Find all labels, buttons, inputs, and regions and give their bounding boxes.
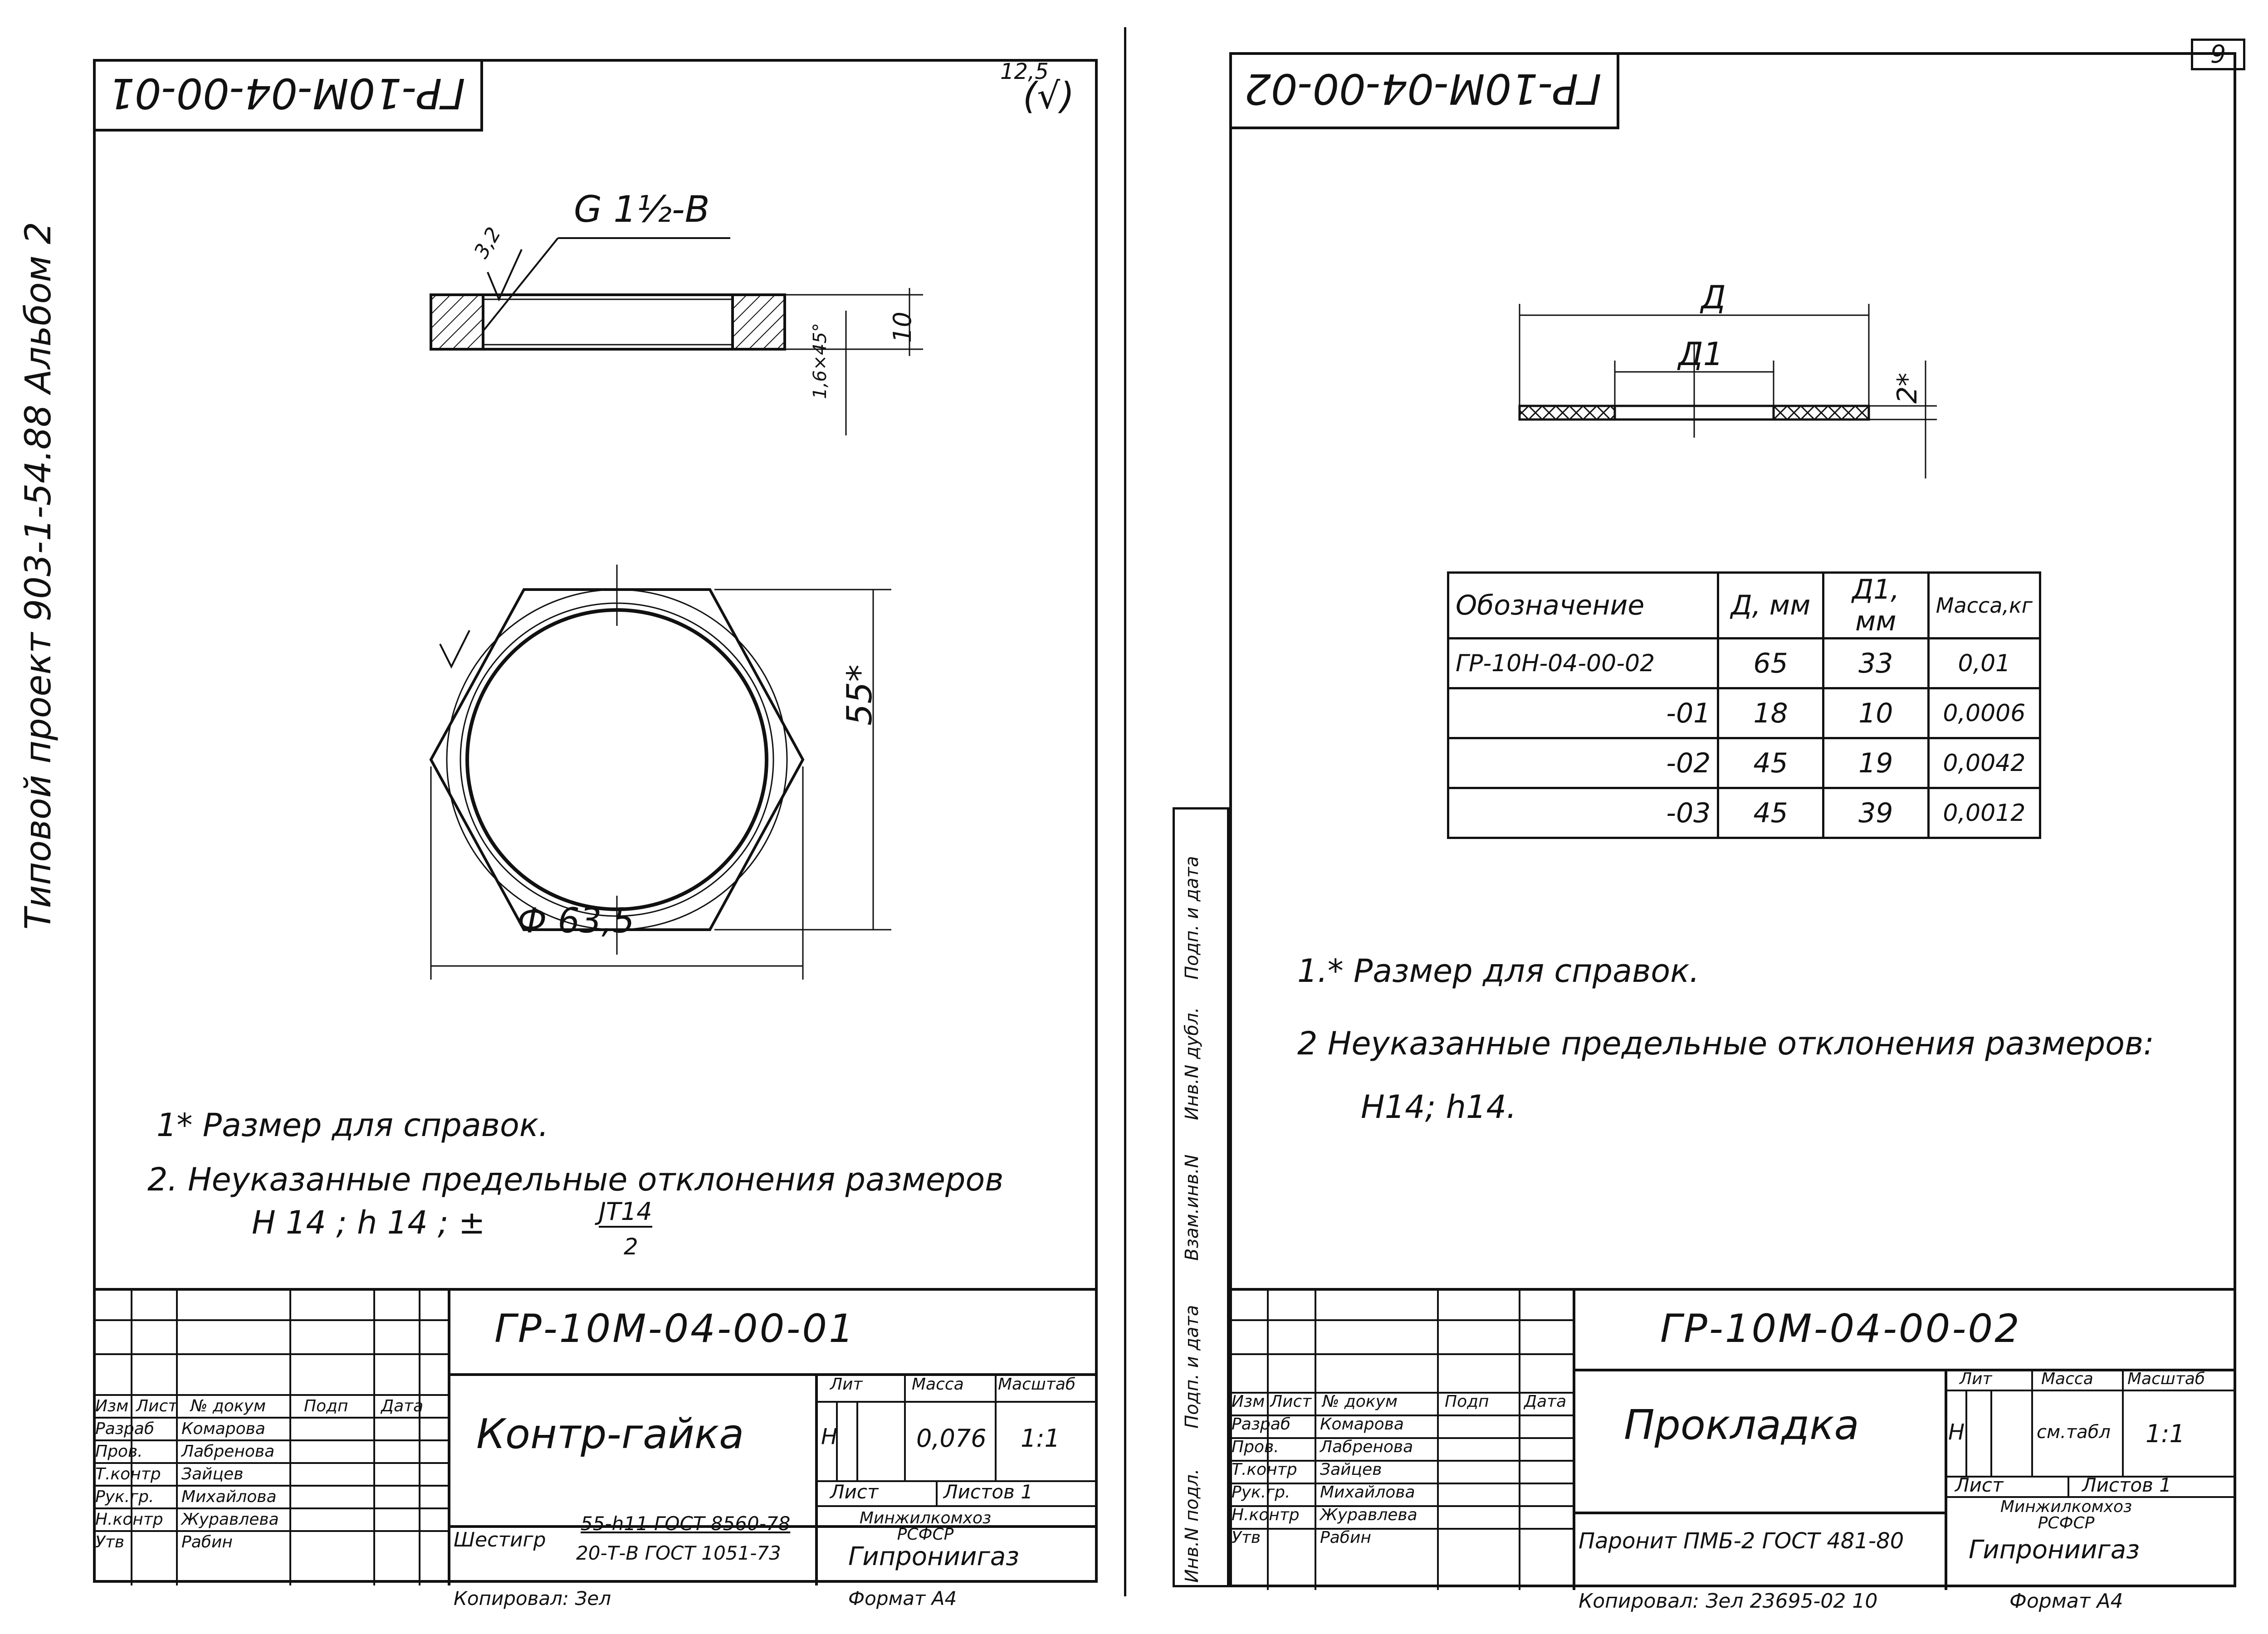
right-side-label-1: Подп. и дата — [1182, 1305, 1202, 1429]
right-tb-role-2: Т.контр — [1232, 1460, 1297, 1479]
right-tb-mass: см.табл — [2037, 1422, 2111, 1443]
left-tb-sheets: Листов 1 — [943, 1481, 1033, 1503]
table-header-cell: Д, мм — [1718, 573, 1823, 639]
right-tb-hdr-list: Лист — [1270, 1392, 1312, 1411]
right-tb-person-5: Рабин — [1320, 1528, 1371, 1547]
left-tb-lit: Н — [821, 1424, 838, 1449]
left-tb-scale-hdr: Масштаб — [998, 1375, 1076, 1394]
left-tb-person-1: Лабренова — [181, 1442, 275, 1461]
left-tb-role-0: Разраб — [95, 1419, 155, 1438]
right-tb-person-0: Комарова — [1320, 1415, 1404, 1434]
left-note-fraction-num: JT14 — [599, 1197, 652, 1228]
right-tb-mass-hdr: Масса — [2041, 1370, 2093, 1388]
left-dim-diameter: Ф 63,5 — [517, 900, 635, 941]
left-tb-code: ГР-10М-04-00-01 — [494, 1306, 855, 1351]
right-tb-hdr-date: Дата — [1524, 1392, 1567, 1411]
left-tb-hdr-izm: Изм — [95, 1397, 129, 1415]
right-note-1: 1.* Размер для справок. — [1297, 952, 1700, 990]
right-side-label-0: Инв.N подл. — [1182, 1468, 1202, 1583]
right-tb-role-5: Утв — [1232, 1528, 1261, 1547]
table-cell: 0,0012 — [1928, 788, 2040, 838]
left-tb-role-3: Рук.гр. — [95, 1488, 154, 1506]
left-dim-flats: 55* — [839, 664, 880, 726]
table-header-row — [1448, 573, 2040, 639]
right-tb-sheet: Лист — [1955, 1474, 2004, 1496]
table-row — [1448, 688, 2040, 738]
table-header-cell: Масса,кг — [1928, 573, 2040, 639]
table-cell: 45 — [1718, 738, 1823, 788]
left-tb-lit-hdr: Лит — [830, 1375, 863, 1394]
right-tb-name: Прокладка — [1624, 1401, 1859, 1449]
right-side-label-4: Подп. и дата — [1182, 856, 1202, 980]
left-copied: Копировал: Зел — [454, 1587, 611, 1610]
left-note-2: 2. Неуказанные предельные отклонения размеров — [147, 1161, 1004, 1198]
right-mirror-code: ГР-10М-04-00-02 — [1244, 64, 1602, 113]
left-tb-person-2: Зайцев — [181, 1465, 244, 1483]
right-tb-role-4: Н.контр — [1232, 1506, 1300, 1524]
left-tb-role-2: Т.контр — [95, 1465, 161, 1483]
left-dim-chamfer: 1,6×45° — [810, 322, 831, 399]
table-cell: -02 — [1448, 738, 1718, 788]
left-tb-mass-hdr: Масса — [912, 1375, 964, 1394]
right-tb-role-3: Рук.гр. — [1232, 1483, 1290, 1502]
right-tb-org2: Гипрониигаз — [1969, 1535, 2140, 1565]
left-tb-hdr-doc: № докум — [191, 1397, 266, 1415]
right-format: Формат А4 — [2009, 1590, 2123, 1613]
left-tb-role-1: Пров. — [95, 1442, 143, 1461]
right-tb-role-1: Пров. — [1232, 1438, 1279, 1456]
table-cell: 0,0006 — [1928, 688, 2040, 738]
right-tb-person-4: Журавлева — [1320, 1506, 1418, 1524]
right-note-2: 2 Неуказанные предельные отклонения размеров: — [1297, 1025, 2154, 1062]
right-dim-D1: Д1 — [1678, 336, 1724, 373]
left-tb-person-0: Комарова — [181, 1419, 265, 1438]
table-cell: 65 — [1718, 639, 1823, 688]
table-cell: -01 — [1448, 688, 1718, 738]
right-tb-scale: 1:1 — [2146, 1419, 2185, 1448]
left-mirror-code: ГР-10М-04-00-01 — [108, 69, 465, 117]
table-cell: 0,0042 — [1928, 738, 2040, 788]
page-number: 9 — [2210, 40, 2226, 68]
left-tb-hdr-sign: Подп — [304, 1397, 348, 1415]
left-tb-org1: Минжилкомхоз РСФСР — [859, 1509, 992, 1544]
right-tb-person-3: Михайлова — [1320, 1483, 1415, 1502]
left-note-1: 1* Размер для справок. — [156, 1107, 549, 1144]
left-dim-height: 10 — [888, 312, 917, 343]
left-format: Формат А4 — [848, 1587, 957, 1610]
right-tb-lit: Н — [1948, 1419, 1965, 1445]
right-dim-thickness: 2* — [1892, 372, 1923, 404]
right-tb-person-2: Зайцев — [1320, 1460, 1382, 1479]
left-note-3: H 14 ; h 14 ; ± — [252, 1204, 485, 1241]
table-cell: 39 — [1823, 788, 1928, 838]
table-row — [1448, 639, 2040, 688]
right-tb-person-1: Лабренова — [1320, 1438, 1413, 1456]
left-tb-material3: 20-Т-В ГОСТ 1051-73 — [576, 1542, 781, 1564]
table-cell: ГР-10Н-04-00-02 — [1448, 639, 1718, 688]
nut-top-view — [431, 565, 891, 980]
album-side-title: Типовой проект 903-1-54.88 Альбом 2 — [18, 222, 59, 930]
right-side-label-2: Взам.инв.N — [1182, 1154, 1202, 1261]
left-tb-name: Контр-гайка — [476, 1410, 744, 1458]
left-tb-scale: 1:1 — [1021, 1424, 1060, 1453]
right-copied: Копировал: Зел 23695-02 10 — [1579, 1590, 1878, 1613]
right-side-label-3: Инв.N дубл. — [1182, 1007, 1202, 1120]
left-drawing — [93, 59, 1098, 1283]
left-tb-org2: Гипрониигаз — [848, 1542, 1019, 1571]
left-tb-role-5: Утв — [95, 1533, 125, 1551]
left-tb-role-4: Н.контр — [95, 1510, 163, 1529]
table-header-cell: Обозначение — [1448, 573, 1718, 639]
table-cell: 33 — [1823, 639, 1928, 688]
left-roughness-local: 3,2 — [469, 223, 506, 263]
right-tb-code: ГР-10М-04-00-02 — [1660, 1306, 2021, 1351]
right-note-3: H14; h14. — [1361, 1088, 1517, 1126]
table-cell: 19 — [1823, 738, 1928, 788]
left-roughness-value: 12,5 — [1000, 59, 1049, 84]
right-tb-sheets: Листов 1 — [2082, 1474, 2171, 1496]
right-tb-org1: Минжилкомхоз РСФСР — [2000, 1497, 2132, 1532]
right-tb-hdr-doc: № докум — [1322, 1392, 1398, 1411]
right-tb-hdr-sign: Подп — [1445, 1392, 1489, 1411]
left-tb-mass: 0,076 — [916, 1424, 987, 1453]
left-tb-person-3: Михайлова — [181, 1488, 277, 1506]
left-note-fraction-den: 2 — [624, 1234, 638, 1260]
right-tb-role-0: Разраб — [1232, 1415, 1291, 1434]
right-tb-hdr-izm: Изм — [1232, 1392, 1265, 1411]
table-cell: -03 — [1448, 788, 1718, 838]
left-tb-person-5: Рабин — [181, 1533, 233, 1551]
table-row — [1448, 738, 2040, 788]
left-tb-person-4: Журавлева — [181, 1510, 279, 1529]
left-thread-label: G 1½-B — [574, 188, 710, 230]
nut-section-view — [431, 238, 923, 435]
right-drawing — [1229, 52, 2236, 596]
right-dim-D: Д — [1701, 279, 1726, 316]
page-divider — [1124, 27, 1126, 1596]
gasket-section-view — [1520, 304, 1937, 478]
left-tb-material2: 55-h11 ГОСТ 8560-78 — [581, 1512, 791, 1535]
table-cell: 0,01 — [1928, 639, 2040, 688]
table-cell: 10 — [1823, 688, 1928, 738]
left-tb-material1: Шестигр — [454, 1528, 546, 1551]
left-tb-hdr-list: Лист — [136, 1397, 178, 1415]
right-tb-material: Паронит ПМБ-2 ГОСТ 481-80 — [1579, 1528, 1904, 1554]
table-row — [1448, 788, 2040, 838]
gasket-spec-table — [1447, 571, 2041, 839]
left-tb-hdr-date: Дата — [381, 1397, 424, 1415]
right-tb-lit-hdr: Лит — [1960, 1370, 1992, 1388]
table-header-cell: Д1, мм — [1823, 573, 1928, 639]
left-roughness-symbol: (√) — [1023, 75, 1075, 117]
right-tb-scale-hdr: Масштаб — [2127, 1370, 2205, 1388]
table-cell: 45 — [1718, 788, 1823, 838]
left-tb-sheet: Лист — [830, 1481, 879, 1503]
table-cell: 18 — [1718, 688, 1823, 738]
